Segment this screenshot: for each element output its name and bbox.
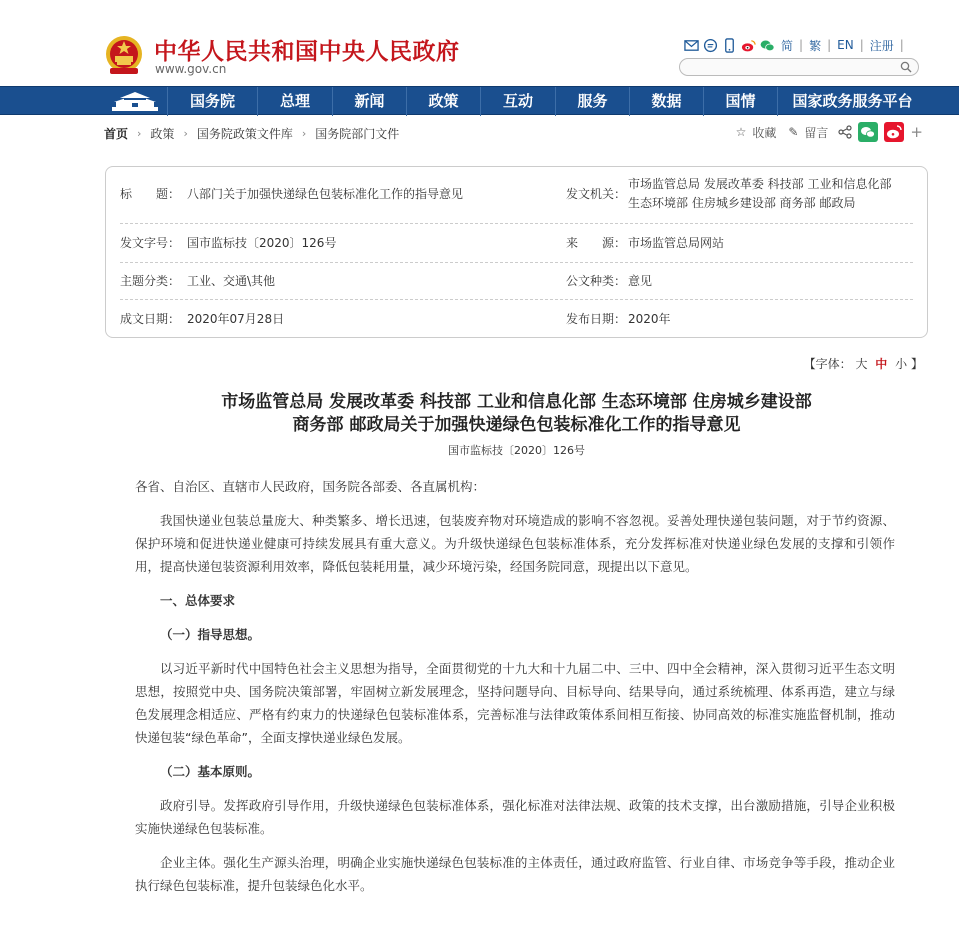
topic-label: 主题分类： bbox=[120, 274, 181, 288]
breadcrumb-policy-library[interactable]: 国务院政策文件库 bbox=[196, 127, 293, 141]
info-row-topic bbox=[120, 263, 913, 300]
tools-separator: | bbox=[899, 38, 904, 52]
search-box bbox=[679, 58, 919, 76]
tools-separator: | bbox=[827, 38, 832, 52]
article-paragraph: 我国快递业包装总量庞大、种类繁多、增长迅速，包装废弃物对环境造成的影响不容忽视。妥善处理快递包装问题，对于节约资源、保护环境和促进快递业健康可持续发展具有重大意义。为升级快递绿色包装标准体系，充分发挥标准对快递业绿色发展的支撑和引领作用，提高快递包装资源利用效率，降低包装耗用量，减少环境污染，经国务院同意，现提出以下意见。 bbox=[135, 513, 895, 574]
site-header bbox=[0, 0, 959, 86]
title-value: 八部门关于加强快递绿色包装标准化工作的指导意见 bbox=[187, 187, 464, 201]
mobile-icon[interactable] bbox=[722, 38, 737, 53]
info-row-title bbox=[120, 167, 913, 224]
chevron-right-icon: › bbox=[301, 127, 307, 140]
article-title-line1: 市场监管总局 发展改革委 科技部 工业和信息化部 生态环境部 住房城乡建设部 bbox=[221, 392, 812, 412]
doctype-label: 公文种类： bbox=[566, 274, 627, 288]
source-value: 市场监管总局网站 bbox=[628, 236, 725, 250]
tools-separator: | bbox=[859, 38, 864, 52]
font-size-prefix: 【字体： bbox=[803, 357, 852, 371]
article-paragraph: 政府引导。发挥政府引导作用，升级快递绿色包装标准体系，强化标准对法律法规、政策的技术支撑，出台激励措施，引导企业积极实施快递绿色包装标准。 bbox=[135, 798, 895, 836]
article-salutation: 各省、自治区、直辖市人民政府，国务院各部委、各直属机构： bbox=[135, 479, 486, 494]
written-date-value: 2020年07月28日 bbox=[187, 312, 285, 326]
article-title bbox=[105, 391, 928, 437]
issuer-value-line2: 生态环境部 住房城乡建设部 商务部 邮政局 bbox=[628, 196, 856, 210]
published-date-value: 2020年 bbox=[628, 312, 671, 326]
source-label: 来 源： bbox=[566, 236, 627, 250]
traditional-chinese-link[interactable]: 繁 bbox=[809, 38, 822, 53]
article-title-line2: 商务部 邮政局关于加强快递绿色包装标准化工作的指导意见 bbox=[292, 415, 741, 435]
document-info-table bbox=[105, 166, 928, 338]
main-nav bbox=[0, 86, 959, 115]
register-link[interactable]: 注册 bbox=[869, 38, 894, 53]
chevron-right-icon: › bbox=[183, 127, 188, 140]
nav-item-policy[interactable]: 政策 bbox=[406, 87, 480, 116]
nav-item-state-council[interactable]: 国务院 bbox=[167, 87, 257, 116]
topic-value: 工业、交通\其他 bbox=[187, 274, 276, 288]
nav-item-data[interactable]: 数据 bbox=[629, 87, 703, 116]
font-size-control bbox=[804, 355, 923, 372]
doctype-value: 意见 bbox=[628, 274, 653, 288]
chevron-right-icon: › bbox=[137, 127, 142, 140]
breadcrumb-home[interactable]: 首页 bbox=[104, 127, 129, 141]
nav-item-national-conditions[interactable]: 国情 bbox=[703, 87, 777, 116]
pen-icon[interactable]: ✎ bbox=[788, 125, 799, 139]
header-tools bbox=[684, 36, 904, 54]
plus-icon[interactable]: + bbox=[910, 123, 923, 141]
article-paragraph: 企业主体。强化生产源头治理，明确企业实施快递绿色包装标准的主体责任，通过政府监管、行业自律、市场竞争等手段，推动企业执行绿色包装标准，提升包装绿色化水平。 bbox=[135, 855, 895, 893]
share-bar bbox=[736, 122, 923, 142]
nav-item-gov-service-platform[interactable]: 国家政务服务平台 bbox=[777, 87, 927, 116]
wechat-icon[interactable] bbox=[760, 38, 775, 53]
weibo-icon[interactable] bbox=[741, 38, 756, 53]
tools-separator: | bbox=[799, 38, 804, 52]
font-size-medium[interactable]: 中 bbox=[875, 357, 888, 371]
favorite-button[interactable]: 收藏 bbox=[752, 125, 777, 140]
info-row-dates bbox=[120, 300, 913, 338]
star-icon[interactable]: ☆ bbox=[735, 125, 747, 139]
comment-button[interactable]: 留言 bbox=[804, 125, 829, 140]
published-date-label: 发布日期： bbox=[566, 312, 627, 326]
nav-item-news[interactable]: 新闻 bbox=[332, 87, 406, 116]
tiananmen-home-icon[interactable] bbox=[104, 90, 166, 113]
site-title[interactable]: 中华人民共和国中央人民政府 bbox=[154, 39, 460, 65]
font-size-suffix: 】 bbox=[910, 357, 923, 371]
mail-icon[interactable] bbox=[684, 38, 699, 53]
weibo-share-icon[interactable] bbox=[884, 122, 904, 142]
site-url[interactable]: www.gov.cn bbox=[155, 62, 227, 76]
article-body bbox=[135, 475, 895, 908]
article-section-heading: 一、总体要求 bbox=[160, 593, 236, 608]
simplified-chinese-link[interactable]: 简 bbox=[781, 38, 794, 53]
issuer-value-line1: 市场监管总局 发展改革委 科技部 工业和信息化部 bbox=[628, 177, 892, 191]
font-size-small[interactable]: 小 bbox=[895, 357, 908, 371]
share-icon[interactable] bbox=[838, 125, 852, 139]
written-date-label: 成文日期： bbox=[120, 312, 181, 326]
breadcrumb-policy[interactable]: 政策 bbox=[150, 127, 175, 141]
docno-value: 国市监标技〔2020〕126号 bbox=[187, 236, 337, 250]
search-icon[interactable] bbox=[900, 61, 912, 73]
nav-item-services[interactable]: 服务 bbox=[555, 87, 629, 116]
docno-label: 发文字号： bbox=[120, 236, 181, 250]
breadcrumb bbox=[104, 125, 399, 142]
nav-item-interaction[interactable]: 互动 bbox=[480, 87, 555, 116]
title-label: 标 题： bbox=[120, 187, 181, 201]
article-paragraph: 以习近平新时代中国特色社会主义思想为指导，全面贯彻党的十九大和十九届二中、三中、四中全会精神，深入贯彻习近平生态文明思想，按照党中央、国务院决策部署，牢固树立新发展理念，坚持问题导向、目标导向、结果导向，通过系统梳理、体系再造，建立与绿色发展理念相适应、严格有约束力的快递绿色包装标准体系，完善标准与法律政策体系间相互衔接、协同高效的标准实施监督机制，推动快递包装“绿色革命”，全面支撑快递业绿色发展。 bbox=[135, 661, 895, 745]
national-emblem-icon[interactable] bbox=[104, 34, 144, 76]
message-icon[interactable] bbox=[703, 38, 718, 53]
wechat-share-icon[interactable] bbox=[858, 122, 878, 142]
article-subheading: （一）指导思想。 bbox=[160, 627, 261, 642]
font-size-large[interactable]: 大 bbox=[855, 357, 868, 371]
article-subheading: （二）基本原则。 bbox=[160, 764, 261, 779]
english-link[interactable]: EN bbox=[837, 38, 854, 52]
nav-list bbox=[167, 87, 927, 116]
issuer-label: 发文机关： bbox=[566, 187, 627, 201]
search-input[interactable] bbox=[688, 63, 898, 79]
nav-item-premier[interactable]: 总理 bbox=[257, 87, 332, 116]
info-row-docno bbox=[120, 224, 913, 263]
article-doc-number: 国市监标技〔2020〕126号 bbox=[448, 444, 585, 457]
breadcrumb-department-docs[interactable]: 国务院部门文件 bbox=[315, 127, 400, 141]
